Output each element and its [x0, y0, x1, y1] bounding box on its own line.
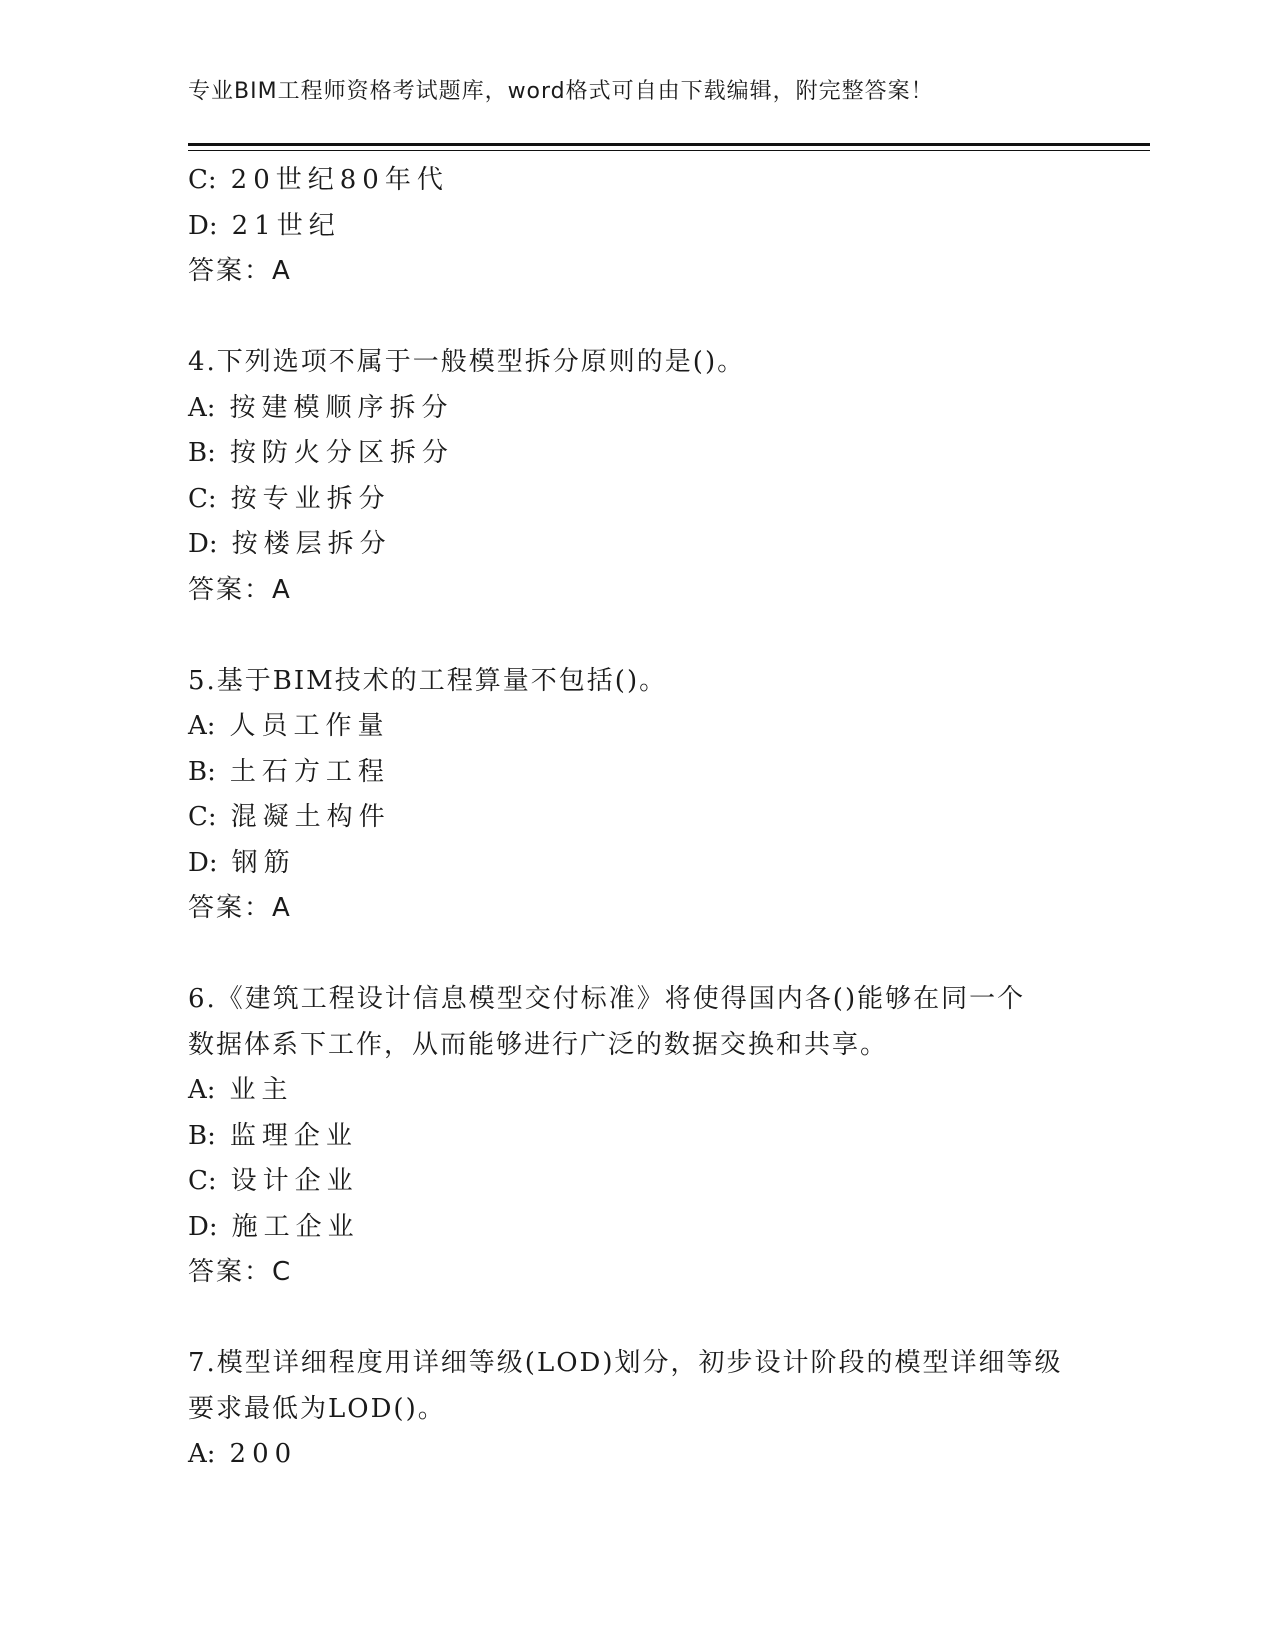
option-letter: A: — [188, 711, 216, 741]
question-text: 4.下列选项不属于一般模型拆分原则的是()。 — [188, 347, 746, 377]
answer-option — [188, 841, 1088, 887]
answer-option — [188, 386, 1088, 432]
block-spacer — [188, 1296, 1088, 1342]
option-text: 按专业拆分 — [230, 483, 391, 514]
option-text: 21世纪 — [231, 210, 341, 241]
answer-key: 答案：C — [188, 1257, 293, 1287]
answer-option — [188, 750, 1088, 796]
option-letter: A: — [188, 1439, 216, 1469]
option-letter: B: — [188, 756, 216, 787]
answer-key: 答案：A — [188, 256, 292, 286]
option-text: 土石方工程 — [229, 756, 390, 787]
answer-option — [188, 522, 1088, 568]
header-rule-thin — [188, 150, 1150, 151]
option-text: 设计企业 — [230, 1166, 359, 1196]
question-block — [188, 340, 1088, 613]
answer-option — [188, 477, 1088, 523]
answer-option — [188, 704, 1088, 750]
option-letter: A: — [188, 392, 216, 423]
option-text: 业主 — [229, 1075, 294, 1105]
option-letter: C: — [188, 1166, 217, 1196]
option-letter: C: — [188, 483, 217, 514]
answer-option — [188, 1205, 1088, 1251]
question-text: 6.《建筑工程设计信息模型交付标准》将使得国内各()能够在同一个 — [188, 984, 1026, 1014]
answer-option — [188, 1432, 1088, 1478]
question-block — [188, 977, 1088, 1296]
option-text: 施工企业 — [231, 1211, 360, 1242]
option-letter: D: — [188, 847, 218, 878]
question-block — [188, 659, 1088, 932]
option-text: 按建模顺序拆分 — [229, 392, 454, 423]
option-letter: D: — [188, 529, 218, 559]
answer-option — [188, 1114, 1088, 1160]
option-text: 监理企业 — [229, 1120, 358, 1151]
option-letter: A: — [188, 1075, 216, 1105]
answer-option — [188, 431, 1088, 477]
answer-option — [188, 204, 1088, 250]
question-block — [188, 158, 1088, 295]
page-header: 专业BIM工程师资格考试题库，word格式可自由下载编辑，附完整答案！ — [188, 79, 934, 104]
option-letter: B: — [188, 1120, 216, 1151]
question-text: 要求最低为LOD()。 — [188, 1393, 446, 1424]
answer-option — [188, 795, 1088, 841]
option-text: 钢筋 — [231, 847, 296, 878]
option-letter: C: — [188, 802, 217, 832]
option-letter: D: — [188, 210, 218, 241]
block-spacer — [188, 295, 1088, 341]
block-spacer — [188, 932, 1088, 978]
answer-key: 答案：A — [188, 893, 292, 923]
header-rule-thick — [188, 143, 1150, 146]
question-text: 数据体系下工作，从而能够进行广泛的数据交换和共享。 — [188, 1029, 889, 1060]
question-text: 5.基于BIM技术的工程算量不包括()。 — [188, 665, 668, 696]
option-letter: D: — [188, 1211, 218, 1242]
answer-key: 答案：A — [188, 574, 292, 605]
option-text: 20世纪80年代 — [230, 165, 449, 195]
question-text: 7.模型详细程度用详细等级(LOD)划分，初步设计阶段的模型详细等级 — [188, 1348, 1063, 1378]
option-text: 人员工作量 — [229, 711, 390, 741]
question-block — [188, 1341, 1088, 1478]
question-list — [188, 158, 1088, 1478]
option-letter: C: — [188, 165, 217, 195]
block-spacer — [188, 613, 1088, 659]
answer-option — [188, 158, 1088, 204]
option-text: 200 — [229, 1439, 298, 1469]
option-letter: B: — [188, 438, 216, 468]
option-text: 按防火分区拆分 — [229, 438, 454, 468]
answer-option — [188, 1159, 1088, 1205]
option-text: 按楼层拆分 — [231, 529, 392, 559]
answer-option — [188, 1068, 1088, 1114]
option-text: 混凝土构件 — [230, 802, 391, 832]
